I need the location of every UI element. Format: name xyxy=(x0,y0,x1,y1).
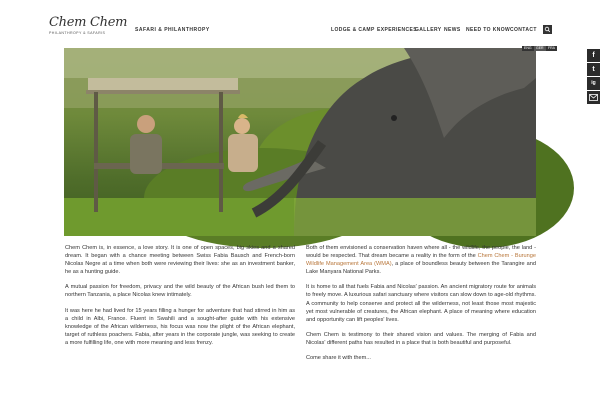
facebook-button[interactable] xyxy=(587,49,600,62)
story-right-column xyxy=(306,244,536,369)
mail-icon xyxy=(589,94,598,101)
lang-eng[interactable]: ENG xyxy=(524,46,532,50)
hero-image xyxy=(64,46,544,236)
story-paragraph: A mutual passion for freedom, privacy and the wild beauty of the African bush led them to northern Tanzania, a place Nicolas knew intimately. xyxy=(65,284,295,299)
lang-ger[interactable]: GER xyxy=(536,46,544,50)
wma-link[interactable]: Chem Chem - Burunge Wildlife Management Area (WMA) xyxy=(306,253,536,268)
search-icon xyxy=(543,25,552,34)
story-left-column xyxy=(65,244,295,354)
logo[interactable] xyxy=(49,15,128,35)
nav-safari-philanthropy[interactable]: SAFARI & PHILANTHROPY xyxy=(135,27,210,33)
nav-gallery[interactable]: GALLERY xyxy=(415,27,442,33)
instagram-button[interactable] xyxy=(587,77,600,90)
nav-experiences[interactable]: EXPERIENCES xyxy=(377,27,417,33)
story-paragraph xyxy=(306,244,536,276)
story-paragraph: It is home to all that fuels Fabia and Nicolas' passion. An ancient migratory route for animals to freely move. A luxurious safari sanctuary where visitors can slow down to age-old rhythms. A community to help conserve and protect all the wilderness, not least those most majestic yet most vulnerable of creatures, the African elephant. A place of meaning where education and opportunity can lift peoples' lives. xyxy=(306,284,536,323)
paragraph-text: , a place of boundless beauty between the Tarangire and Lake Manyara National Parks. xyxy=(306,261,536,276)
twitter-button[interactable] xyxy=(587,63,600,76)
nav-need-to-know[interactable]: NEED TO KNOW xyxy=(466,27,511,33)
nav-lodge-camp[interactable]: LODGE & CAMP xyxy=(331,27,375,33)
facebook-icon: f xyxy=(592,52,595,59)
instagram-icon: ig xyxy=(591,80,596,86)
paragraph-text: Both of them envisioned a conservation haven where all - the wildlife, the people, the land - would be respected. That dream became a reality in the form of the xyxy=(306,245,536,260)
logo-script: Chem Chem xyxy=(49,15,128,30)
twitter-icon: t xyxy=(592,66,595,73)
story-paragraph: Chem Chem is, in essence, a love story. It is one of open spaces, big skies and a shared dream. It began with a chance meeting between Swiss Fabia Bausch and French-born Nicolas Negre at a time when both were reviewing their lives: she as an investment banker, he as a hunting guide. xyxy=(65,245,295,276)
search-button[interactable] xyxy=(543,25,552,34)
logo-subtitle: PHILANTHROPY & SAFARIS xyxy=(49,31,106,35)
story-paragraph: Chem Chem is testimony to their shared vision and values. The merging of Fabia and Nicolas' different paths has resulted in a place that is both beautiful and purposeful. xyxy=(306,331,536,346)
story-paragraph: Come share it with them... xyxy=(306,355,371,362)
story-paragraph: It was here he had lived for 15 years filling a hunger for adventure that had stirred in him as a child in Albi, France. Fluent in Swahili and a sought-after guide with his extensive knowledge of the African wilderness, his focus was now the plight of the African elephant, target of ruthless poachers. Fabia, after years in the corporate jungle, was seeking to create a more fulfilling life, one with more meaning and less frenzy. xyxy=(65,307,295,346)
nav-contact[interactable]: CONTACT xyxy=(510,27,537,33)
safari-scene-illustration xyxy=(64,48,536,236)
nav-news[interactable]: NEWS xyxy=(444,27,461,33)
lang-fra[interactable]: FRA xyxy=(548,46,555,50)
email-button[interactable] xyxy=(587,91,600,104)
site-header xyxy=(0,0,600,48)
